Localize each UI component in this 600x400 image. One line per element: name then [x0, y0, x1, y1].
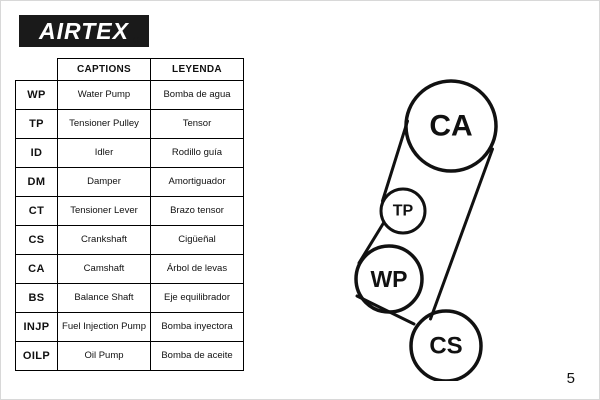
belt-path: [357, 121, 493, 324]
cell-caption: Balance Shaft: [58, 284, 151, 313]
cell-abbr: CA: [16, 255, 58, 284]
cell-leyenda: Bomba de aceite: [151, 342, 244, 371]
pulley-label-tp: TP: [392, 202, 414, 220]
page-number: 5: [566, 370, 575, 387]
cell-caption: Water Pump: [58, 81, 151, 110]
table-row: [16, 342, 244, 371]
cell-leyenda: Rodillo guía: [151, 139, 244, 168]
cell-caption: Tensioner Lever: [58, 197, 151, 226]
cell-leyenda: Amortiguador: [151, 168, 244, 197]
cell-leyenda: Bomba inyectora: [151, 313, 244, 342]
cell-caption: Fuel Injection Pump: [58, 313, 151, 342]
table-row: [16, 197, 244, 226]
table-row: [16, 255, 244, 284]
pulley-label-ca: CA: [429, 109, 473, 143]
table-row: [16, 284, 244, 313]
cell-abbr: DM: [16, 168, 58, 197]
cell-leyenda: Cigüeñal: [151, 226, 244, 255]
cell-caption: Camshaft: [58, 255, 151, 284]
cell-caption: Oil Pump: [58, 342, 151, 371]
cell-leyenda: Eje equilibrador: [151, 284, 244, 313]
cell-abbr: TP: [16, 110, 58, 139]
registered-trademark-icon: ®: [133, 35, 140, 45]
cell-leyenda: Bomba de agua: [151, 81, 244, 110]
cell-caption: Crankshaft: [58, 226, 151, 255]
column-header-leyenda: LEYENDA: [151, 59, 244, 81]
column-header-captions: CAPTIONS: [58, 59, 151, 81]
captions-table: [15, 58, 244, 371]
cell-abbr: CS: [16, 226, 58, 255]
timing-belt-diagram: [331, 51, 581, 381]
table-row: [16, 226, 244, 255]
pulley-label-cs: CS: [429, 332, 463, 360]
cell-abbr: BS: [16, 284, 58, 313]
cell-caption: Damper: [58, 168, 151, 197]
column-header-abbr: [16, 59, 58, 81]
cell-caption: Tensioner Pulley: [58, 110, 151, 139]
cell-leyenda: Árbol de levas: [151, 255, 244, 284]
table-header-row: [16, 59, 244, 81]
cell-abbr: CT: [16, 197, 58, 226]
table-row: [16, 313, 244, 342]
table-row: [16, 81, 244, 110]
cell-caption: Idler: [58, 139, 151, 168]
table-row: [16, 168, 244, 197]
table-row: [16, 110, 244, 139]
table-row: [16, 139, 244, 168]
cell-abbr: OILP: [16, 342, 58, 371]
brand-name: AIRTEX: [39, 17, 129, 44]
cell-leyenda: Brazo tensor: [151, 197, 244, 226]
cell-abbr: ID: [16, 139, 58, 168]
airtex-logo: [19, 15, 149, 47]
cell-abbr: INJP: [16, 313, 58, 342]
cell-leyenda: Tensor: [151, 110, 244, 139]
pulley-label-wp: WP: [370, 266, 408, 292]
cell-abbr: WP: [16, 81, 58, 110]
